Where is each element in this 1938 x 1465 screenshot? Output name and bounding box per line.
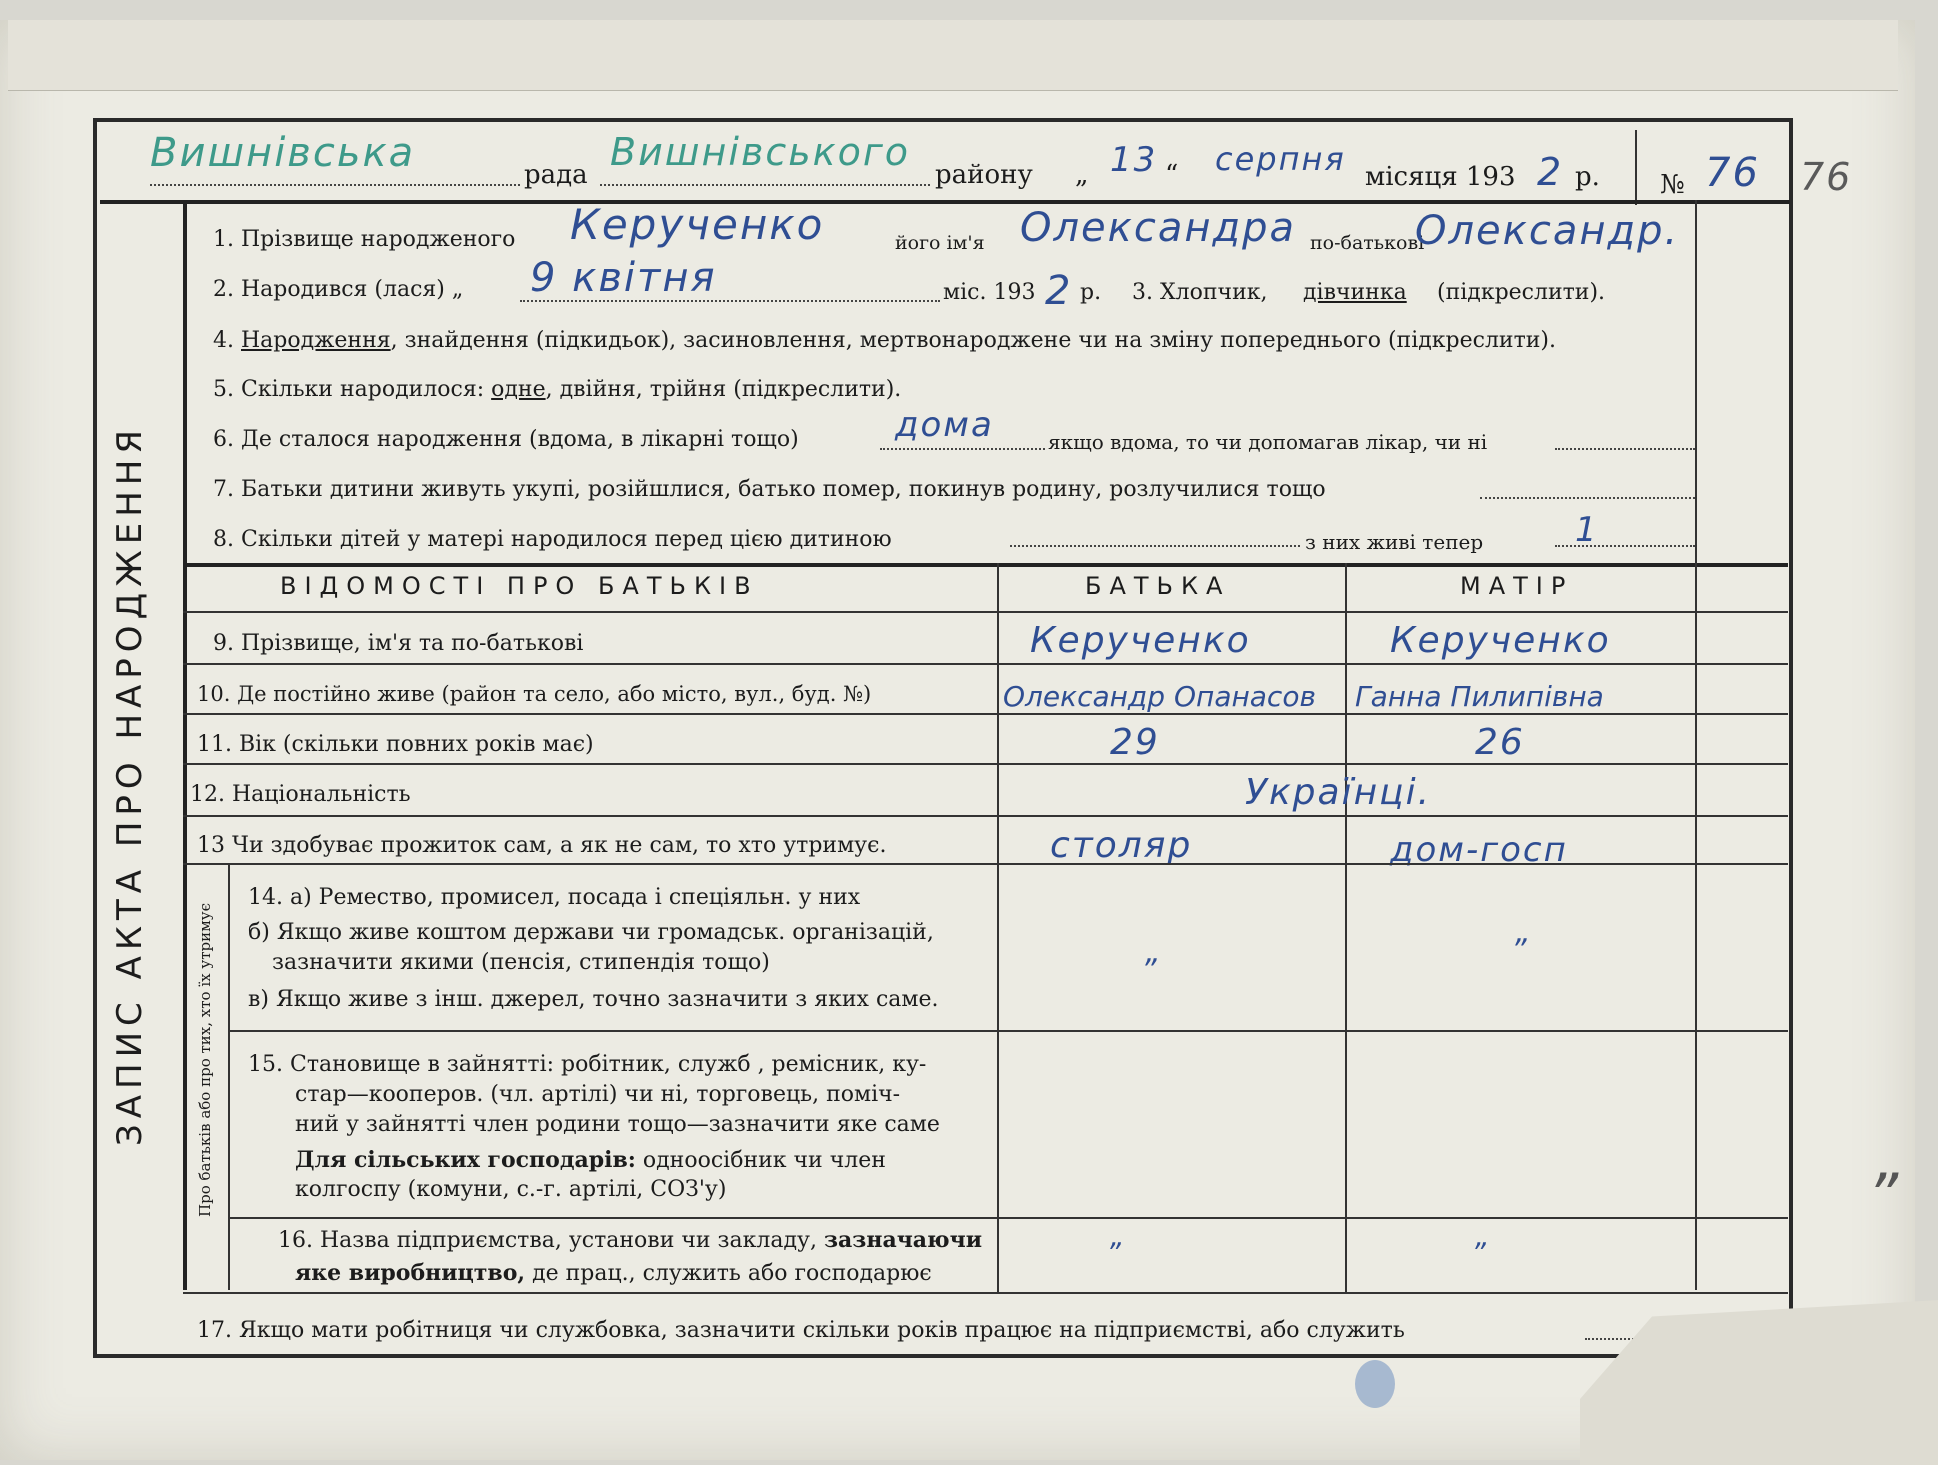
year-handwritten: 2 xyxy=(1537,150,1564,194)
row-12-label: 12. Національність xyxy=(190,782,411,807)
council-dots xyxy=(150,184,520,186)
line-8-dots xyxy=(1010,545,1300,547)
row-11-label: 11. Вік (скільки повних років має) xyxy=(197,732,594,757)
line-7-dots xyxy=(1480,497,1695,499)
row-9-rule xyxy=(183,663,1788,665)
header-rule xyxy=(100,200,1790,204)
line-2-year-suffix: р. xyxy=(1080,280,1102,305)
row-12-rule xyxy=(183,815,1788,817)
row-16-line-1: 16. Назва підприємства, установи чи закладу, зазначаючи xyxy=(278,1227,983,1253)
year-suffix: р. xyxy=(1575,162,1600,192)
row-11-rule xyxy=(183,763,1788,765)
month-handwritten: серпня xyxy=(1215,140,1346,178)
row-14a-label: 14. а) Ремество, промисел, посада і спеціяльн. у них xyxy=(248,885,861,910)
district-label: району xyxy=(935,160,1033,190)
living-children-dots xyxy=(1555,545,1695,547)
name-handwritten: Олександра xyxy=(1020,205,1297,251)
birth-date-handwritten: 9 квітня xyxy=(530,255,717,301)
mother-16-ditto: „ xyxy=(1475,1220,1492,1253)
birth-date-dots xyxy=(520,300,940,302)
nationality-handwritten: Українці. xyxy=(1245,772,1432,813)
district-dots xyxy=(600,184,930,186)
line-5-label: 5. Скільки народилося: одне, двійня, трійня (підкреслити). xyxy=(213,377,902,402)
table-head-rule xyxy=(183,611,1788,613)
row-10-label: 10. Де постійно живе (район та село, або місто, вул., буд. №) xyxy=(197,682,872,706)
header-divider xyxy=(1635,130,1637,205)
line-2-label: 2. Народився (лася) „ xyxy=(213,277,464,302)
mother-name-handwritten: Керученко xyxy=(1390,620,1611,661)
line-8-living-label: з них живі тепер xyxy=(1305,530,1484,554)
mother-14-ditto: „ xyxy=(1515,915,1533,950)
margin-number-handwritten: 76 xyxy=(1800,155,1853,199)
line-2-year-label: міс. 193 xyxy=(943,280,1036,305)
row-15-line-2: стар—кооперов. (чл. артілі) чи ні, торговець, поміч- xyxy=(295,1082,901,1107)
line-8-label: 8. Скільки дітей у матері народилося перед цією дитиною xyxy=(213,527,892,552)
number-label: № xyxy=(1660,170,1685,200)
row-14c-label: в) Якщо живе з інш. джерел, точно зазначити з яких саме. xyxy=(248,987,939,1012)
council-handwritten: Вишнівська xyxy=(150,130,416,176)
row-9-label: 9. Прізвище, ім'я та по-батькові xyxy=(213,631,584,656)
line-6-doctor-label: якщо вдома, то чи допомагав лікар, чи ні xyxy=(1048,430,1488,454)
row-15-rule xyxy=(228,1217,1788,1219)
line-1-label: 1. Прізвище народженого xyxy=(213,227,516,252)
mother-heading: МАТІР xyxy=(1460,572,1574,600)
day-quote-close: “ xyxy=(1165,160,1179,190)
line-3-instruction: (підкреслити). xyxy=(1437,280,1606,305)
row-16-line-2: яке виробництво, де прац., служить або господарює xyxy=(295,1260,932,1286)
father-address-handwritten: Олександр Опанасов xyxy=(1003,680,1316,713)
birth-place-handwritten: дома xyxy=(895,405,994,445)
row-15-line-1: 15. Становище в зайнятті: робітник, служб , ремісник, ку- xyxy=(248,1052,927,1077)
doctor-dots xyxy=(1555,448,1695,450)
row-16-rule xyxy=(183,1292,1788,1294)
row-14-rule xyxy=(228,1030,1788,1032)
mother-age-handwritten: 26 xyxy=(1475,722,1525,763)
line-1-patronymic-label: по-батькові xyxy=(1310,232,1425,254)
row-15-line-3: ний у зайнятті член родини тощо—зазначити яке саме xyxy=(295,1112,940,1137)
line-6-label: 6. Де сталося народження (вдома, в лікарні тощо) xyxy=(213,427,799,452)
row-15-line-5: колгоспу (комуни, с.-г. артілі, СОЗ'у) xyxy=(295,1177,727,1202)
living-children-handwritten: 1 xyxy=(1575,510,1599,550)
row-15-line-4: Для сільських господарів: одноосібник чи член xyxy=(295,1147,886,1173)
mother-occupation-handwritten: дом-госп xyxy=(1390,830,1568,870)
paper-edge xyxy=(8,20,1898,91)
table-top-rule xyxy=(183,563,1788,567)
line-1-name-label: його ім'я xyxy=(895,232,985,254)
col-father-rule xyxy=(997,563,999,1293)
ink-stain xyxy=(1355,1360,1395,1408)
number-handwritten: 76 xyxy=(1705,150,1760,196)
surname-handwritten: Керученко xyxy=(570,200,825,249)
father-occupation-handwritten: столяр xyxy=(1050,825,1193,866)
line-3-label: 3. Хлопчик, xyxy=(1132,280,1268,305)
col-mother-rule xyxy=(1345,563,1347,1293)
district-handwritten: Вишнівського xyxy=(610,130,911,174)
side-title: ЗАПИС АКТА ПРО НАРОДЖЕННЯ xyxy=(110,424,150,1146)
birth-year-handwritten: 2 xyxy=(1045,268,1073,314)
row-10-rule xyxy=(183,713,1788,715)
row-14b-label: б) Якщо живе коштом держави чи громадськ. організацій, xyxy=(248,920,934,945)
row-13-label: 13 Чи здобуває прожиток сам, а як не сам, то хто утримує. xyxy=(197,833,887,858)
birth-place-dots xyxy=(880,448,1045,450)
row-13-rule xyxy=(183,863,1788,865)
father-name-handwritten: Керученко xyxy=(1030,620,1251,661)
row-17-label: 17. Якщо мати робітниця чи службовка, зазначити скільки років працює на підприємстві, або служить xyxy=(197,1318,1405,1343)
line-7-label: 7. Батьки дитини живуть укупі, розійшлися, батько помер, покинув родину, розлучилися тощо xyxy=(213,477,1326,502)
mother-address-handwritten: Ганна Пилипівна xyxy=(1355,680,1604,713)
parents-info-heading: ВІДОМОСТІ ПРО БАТЬКІВ xyxy=(280,572,759,600)
day-quote-open: „ xyxy=(1075,160,1089,190)
side-subtitle: Про батьків або про тих, хто їх утримує xyxy=(196,903,214,1217)
day-handwritten: 13 xyxy=(1110,140,1158,180)
father-age-handwritten: 29 xyxy=(1110,722,1160,763)
line-4-label: 4. Народження, знайдення (підкидьок), засиновлення, мертвонароджене чи на зміну попереднього (підкреслити). xyxy=(213,328,1557,353)
margin-marks-handwritten: „ xyxy=(1875,1125,1909,1195)
council-label: рада xyxy=(524,160,588,190)
father-16-ditto: „ xyxy=(1110,1220,1127,1253)
father-14-ditto: „ xyxy=(1145,935,1163,970)
father-heading: БАТЬКА xyxy=(1085,572,1231,600)
patronymic-handwritten: Олександр. xyxy=(1415,208,1680,254)
col-right-rule xyxy=(1695,200,1697,1290)
month-label: місяця 193 xyxy=(1365,162,1516,192)
row-14b-cont: зазначити якими (пенсія, стипендія тощо) xyxy=(272,950,770,975)
girl-option: дівчинка xyxy=(1303,280,1407,305)
